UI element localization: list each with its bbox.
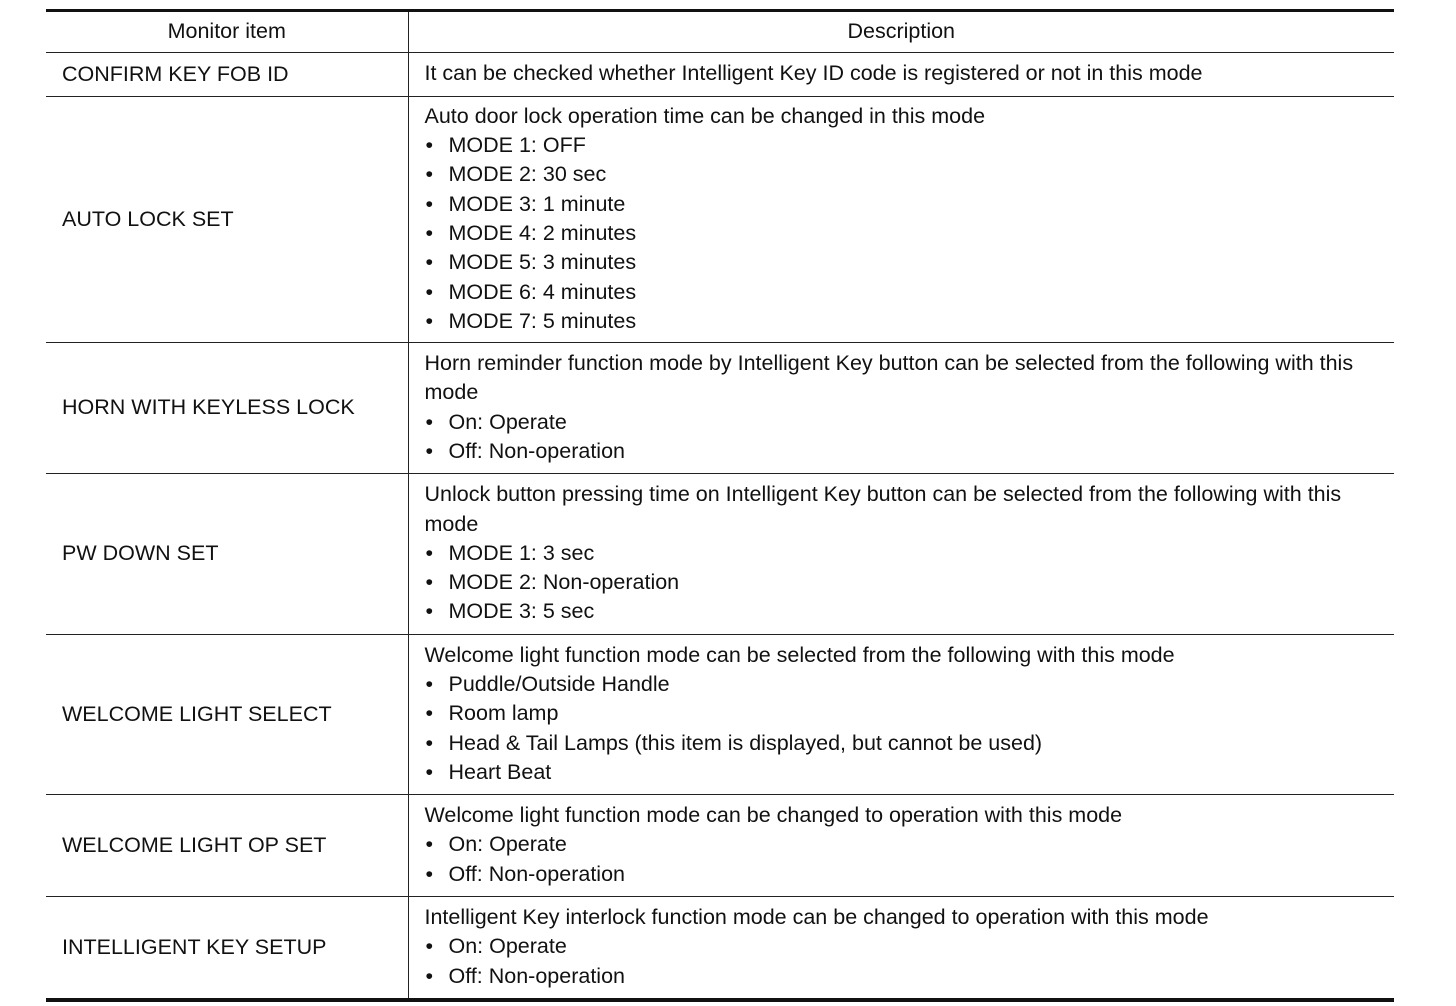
table-header-row — [46, 11, 1394, 53]
option-item: • On: Operate — [425, 830, 1385, 859]
table-row — [46, 795, 1394, 897]
option-item: • MODE 2: Non-operation — [425, 568, 1385, 597]
option-item: • On: Operate — [425, 408, 1385, 437]
description-cell — [408, 635, 1394, 795]
description-text: Welcome light function mode can be selected from the following with this mode — [424, 642, 1175, 667]
option-item: • MODE 4: 2 minutes — [425, 219, 1385, 248]
option-item: • Puddle/Outside Handle — [425, 670, 1385, 699]
option-item: • On: Operate — [425, 932, 1385, 961]
table-row — [46, 53, 1394, 97]
description-text: Unlock button pressing time on Intelligent Key button can be selected from the following with this mode — [424, 482, 1342, 536]
option-item: • MODE 3: 1 minute — [425, 190, 1385, 219]
option-item: • MODE 1: OFF — [425, 131, 1385, 160]
table-row — [46, 474, 1394, 635]
monitor-item-cell — [46, 53, 408, 97]
monitor-item-cell — [46, 635, 408, 795]
option-item: • Head & Tail Lamps (this item is displayed, but cannot be used) — [425, 729, 1385, 758]
option-item: • Off: Non-operation — [425, 962, 1385, 991]
monitor-item-cell — [46, 795, 408, 897]
description-cell — [408, 343, 1394, 474]
table-row — [46, 897, 1394, 1001]
description-cell — [408, 53, 1394, 97]
description-cell — [408, 97, 1394, 343]
monitor-item-label: WELCOME LIGHT OP SET — [62, 832, 327, 857]
option-list — [425, 670, 1385, 787]
option-item: • Off: Non-operation — [425, 860, 1385, 889]
description-text: Welcome light function mode can be changed to operation with this mode — [424, 803, 1123, 828]
monitor-item-label: PW DOWN SET — [62, 541, 219, 566]
monitor-item-label: HORN WITH KEYLESS LOCK — [62, 395, 355, 420]
option-item: • Off: Non-operation — [425, 437, 1385, 466]
description-text: It can be checked whether Intelligent Key ID code is registered or not in this mode — [424, 61, 1203, 86]
option-item: • MODE 6: 4 minutes — [425, 278, 1385, 307]
monitor-item-label: WELCOME LIGHT SELECT — [62, 701, 332, 726]
option-list — [425, 932, 1385, 991]
option-item: • MODE 7: 5 minutes — [425, 307, 1385, 336]
option-item: • Heart Beat — [425, 758, 1385, 787]
option-item: • MODE 5: 3 minutes — [425, 248, 1385, 277]
option-list — [425, 539, 1385, 627]
table-row — [46, 343, 1394, 474]
monitor-item-label: CONFIRM KEY FOB ID — [62, 61, 289, 86]
description-text: Intelligent Key interlock function mode can be changed to operation with this mode — [424, 905, 1209, 930]
monitor-item-cell — [46, 97, 408, 343]
monitor-item-table — [46, 9, 1394, 1002]
option-item: • MODE 1: 3 sec — [425, 539, 1385, 568]
description-cell — [408, 795, 1394, 897]
monitor-item-cell — [46, 474, 408, 635]
option-item: • MODE 2: 30 sec — [425, 160, 1385, 189]
header-description: Description — [408, 11, 1394, 53]
description-text: Auto door lock operation time can be changed in this mode — [424, 103, 986, 128]
table-row — [46, 635, 1394, 795]
table-row — [46, 97, 1394, 343]
option-item: • MODE 3: 5 sec — [425, 597, 1385, 626]
monitor-item-cell — [46, 897, 408, 1001]
description-cell — [408, 897, 1394, 1001]
description-cell — [408, 474, 1394, 635]
monitor-item-cell — [46, 343, 408, 474]
option-item: • Room lamp — [425, 699, 1385, 728]
header-monitor-item: Monitor item — [46, 11, 408, 53]
description-text: Horn reminder function mode by Intelligent Key button can be selected from the following with this mode — [424, 350, 1354, 405]
option-list — [425, 131, 1385, 336]
monitor-item-label: AUTO LOCK SET — [62, 206, 234, 231]
monitor-item-label: INTELLIGENT KEY SETUP — [62, 934, 327, 959]
option-list — [425, 408, 1385, 467]
option-list — [425, 830, 1385, 889]
